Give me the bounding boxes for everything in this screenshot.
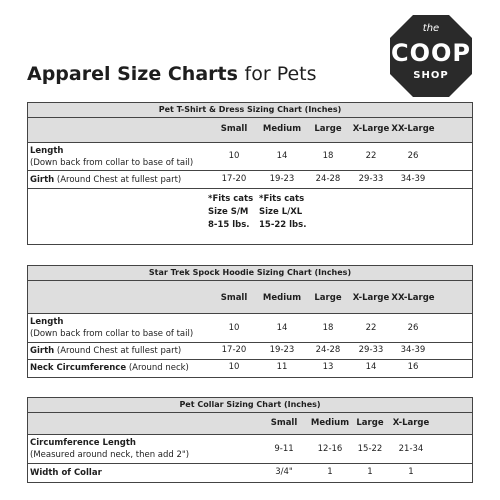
length-medium: 14 [276, 151, 288, 161]
girth-medium: 19-23 [269, 174, 295, 184]
cat-note-small-medium: *Fits cats Size S/M 8-15 lbs. [208, 194, 254, 230]
length-medium: 14 [276, 323, 288, 333]
circ-xlarge: 21-34 [398, 444, 424, 454]
circ-large: 15-22 [357, 444, 383, 454]
width-large: 1 [367, 467, 373, 477]
col-medium: Medium [262, 293, 302, 303]
page-title-normal: for Pets [244, 63, 317, 85]
length-small: 10 [228, 323, 240, 333]
width-medium: 1 [327, 467, 333, 477]
neck-large: 13 [322, 362, 334, 372]
col-small: Small [220, 293, 248, 303]
length-large: 18 [322, 151, 334, 161]
girth-large: 24-28 [315, 345, 341, 355]
chart-title: Star Trek Spock Hoodie Sizing Chart (Inches) [28, 266, 472, 281]
col-xxlarge: XX-Large [391, 293, 435, 303]
girth-small: 17-20 [221, 174, 247, 184]
length-xlarge: 22 [365, 151, 377, 161]
girth-xlarge: 29-33 [358, 174, 384, 184]
circumference-label: Circumference Length (Measured around neck, then add 2") [30, 438, 190, 460]
col-xxlarge: XX-Large [391, 124, 435, 134]
length-label: Length (Down back from collar to base of tail) [30, 146, 194, 168]
collar-size-chart [27, 397, 473, 483]
length-xxlarge: 26 [407, 323, 419, 333]
header-row [28, 118, 472, 143]
col-small: Small [270, 418, 298, 428]
girth-label: Girth (Around Chest at fullest part) [30, 346, 182, 356]
col-large: Large [356, 418, 384, 428]
cat-note-large-xlarge: *Fits cats Size L/XL 15-22 lbs. [259, 194, 307, 230]
length-large: 18 [322, 323, 334, 333]
col-large: Large [314, 124, 342, 134]
logo-coop: COOP [390, 39, 471, 67]
girth-xxlarge: 34-39 [400, 345, 426, 355]
width-label: Width of Collar [30, 468, 102, 478]
neck-medium: 11 [276, 362, 288, 372]
girth-large: 24-28 [315, 174, 341, 184]
neck-row [28, 360, 472, 377]
girth-xlarge: 29-33 [358, 345, 384, 355]
neck-xxlarge: 16 [407, 362, 419, 372]
logo-shop: SHOP [413, 70, 449, 81]
length-xlarge: 22 [365, 323, 377, 333]
col-xlarge: X-Large [352, 124, 390, 134]
header-row [28, 413, 472, 435]
circ-medium: 12-16 [317, 444, 343, 454]
col-xlarge: X-Large [392, 418, 430, 428]
col-large: Large [314, 293, 342, 303]
length-row [28, 314, 472, 343]
circumference-row [28, 435, 472, 464]
col-small: Small [220, 124, 248, 134]
girth-xxlarge: 34-39 [400, 174, 426, 184]
page-title [27, 63, 317, 85]
chart-title: Pet T-Shirt & Dress Sizing Chart (Inches) [28, 103, 472, 118]
length-xxlarge: 26 [407, 151, 419, 161]
length-small: 10 [228, 151, 240, 161]
header-row [28, 281, 472, 314]
col-medium: Medium [262, 124, 302, 134]
girth-label: Girth (Around Chest at fullest part) [30, 175, 182, 185]
neck-small: 10 [228, 362, 240, 372]
girth-medium: 19-23 [269, 345, 295, 355]
girth-row [28, 343, 472, 360]
circ-small: 9-11 [274, 444, 294, 454]
width-small: 3/4" [275, 467, 293, 477]
logo-the: the [422, 23, 440, 34]
girth-small: 17-20 [221, 345, 247, 355]
hoodie-size-chart [27, 265, 473, 378]
width-xlarge: 1 [408, 467, 414, 477]
notes-row [28, 189, 472, 244]
page-title-bold: Apparel Size Charts [27, 63, 238, 85]
neck-xlarge: 14 [365, 362, 377, 372]
length-label: Length (Down back from collar to base of tail) [30, 317, 194, 339]
neck-label: Neck Circumference (Around neck) [30, 363, 189, 373]
coop-shop-logo [388, 13, 474, 99]
width-row [28, 464, 472, 482]
girth-row [28, 171, 472, 189]
tshirt-size-chart [27, 102, 473, 245]
col-medium: Medium [310, 418, 350, 428]
length-row [28, 143, 472, 171]
chart-title: Pet Collar Sizing Chart (Inches) [28, 398, 472, 413]
col-xlarge: X-Large [352, 293, 390, 303]
